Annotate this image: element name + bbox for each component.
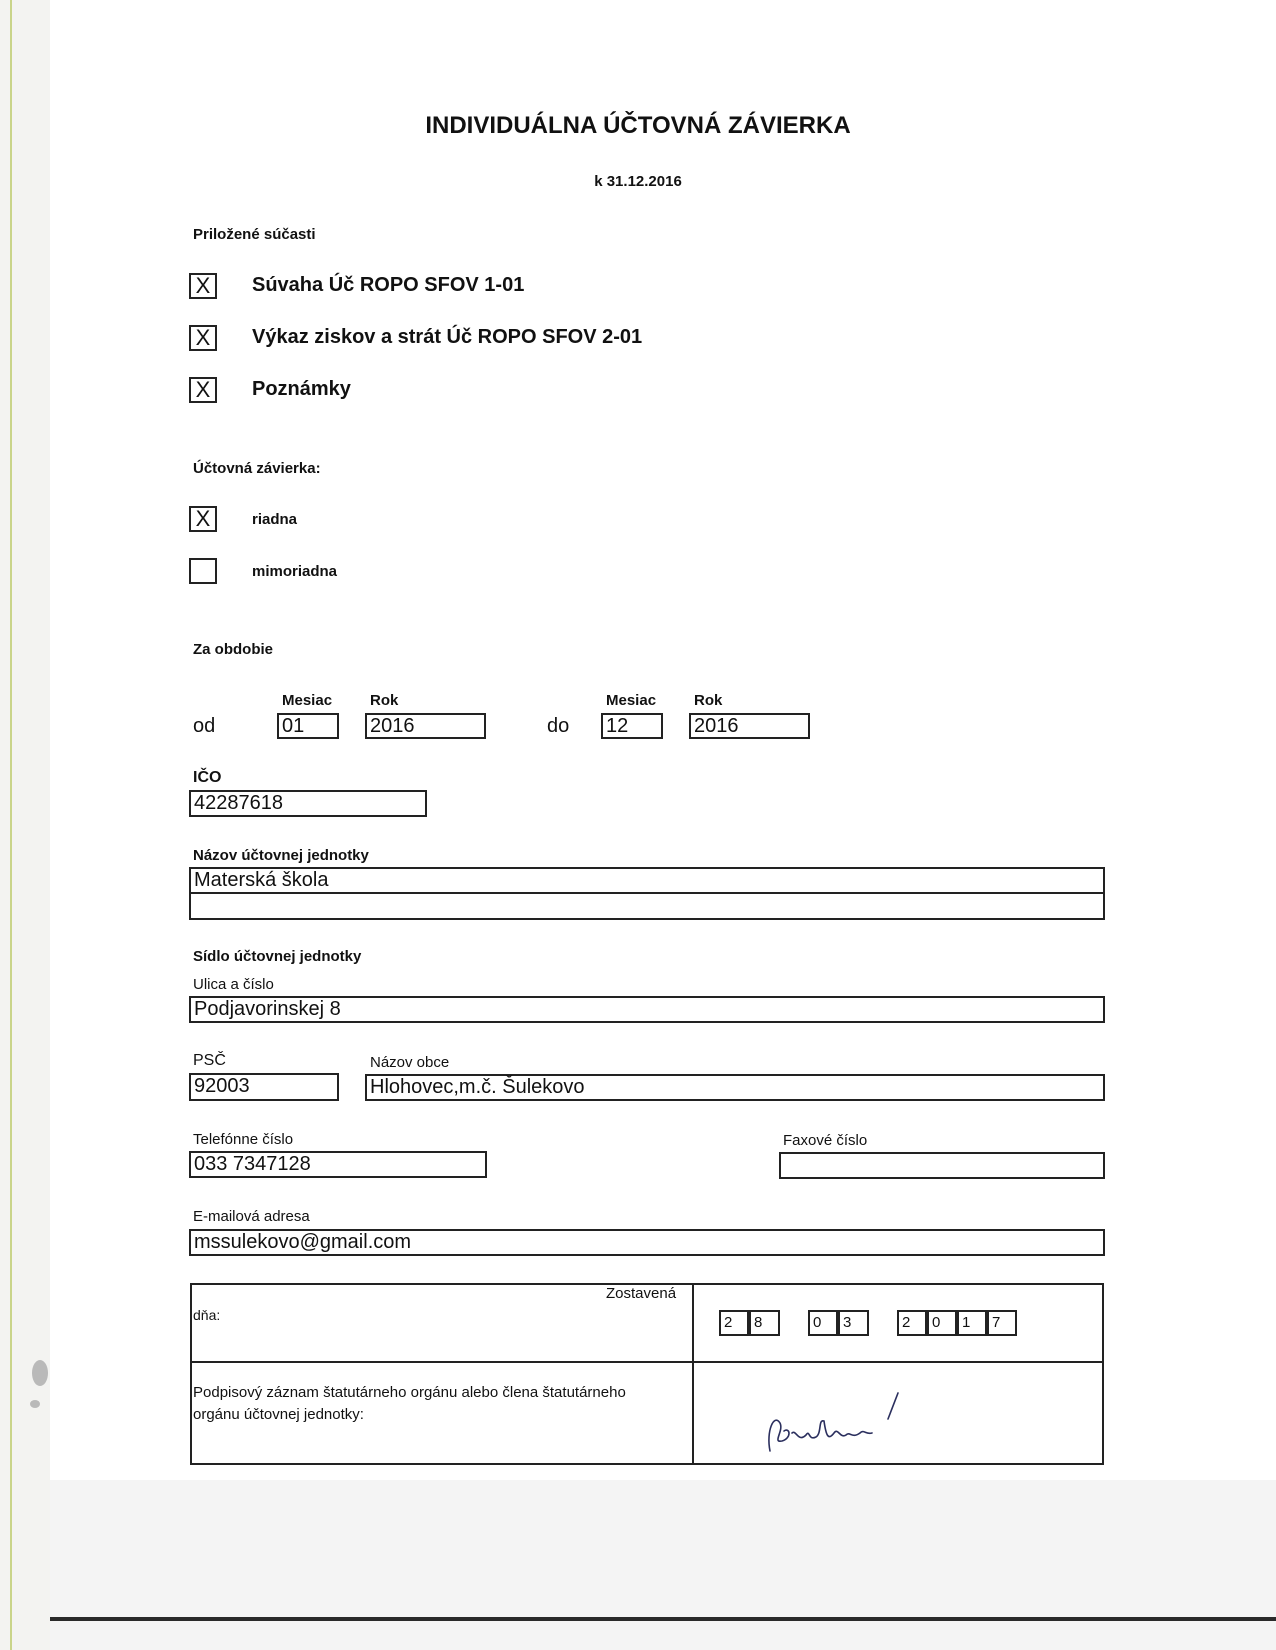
table-divider-horizontal (192, 1361, 1102, 1363)
city-field[interactable]: Hlohovec,m.č. Šulekovo (365, 1074, 1105, 1101)
zip-label: PSČ (193, 1052, 226, 1069)
from-month-label: Mesiac (282, 692, 333, 709)
date-digit[interactable]: 0 (808, 1310, 838, 1336)
closing-label-riadna: riadna (252, 511, 298, 528)
table-divider-vertical (692, 1285, 694, 1463)
date-digit[interactable]: 7 (987, 1310, 1017, 1336)
date-digit[interactable]: 0 (927, 1310, 957, 1336)
fax-field[interactable] (779, 1152, 1105, 1179)
zip-field[interactable]: 92003 (189, 1073, 339, 1101)
period-to-label: do (547, 715, 570, 737)
unit-name-field-line2[interactable] (189, 892, 1105, 920)
document-date: k 31.12.2016 (594, 173, 682, 190)
scan-bottom-shade (50, 1480, 1276, 1650)
unit-name-field-line1[interactable]: Materská škola (189, 867, 1105, 894)
to-month-label: Mesiac (606, 692, 657, 709)
compiled-label: Zostavená (606, 1285, 677, 1302)
email-label: E-mailová adresa (193, 1208, 310, 1225)
email-field[interactable]: mssulekovo@gmail.com (189, 1229, 1105, 1256)
date-digit[interactable]: 2 (719, 1310, 749, 1336)
street-label: Ulica a číslo (193, 976, 274, 993)
to-month-field[interactable]: 12 (601, 713, 663, 739)
compiled-day-label: dňa: (193, 1307, 221, 1323)
closing-label-mimoriadna: mimoriadna (252, 563, 338, 580)
scan-stain (30, 1400, 40, 1408)
phone-field[interactable]: 033 7347128 (189, 1151, 487, 1178)
scan-left-edge (0, 0, 50, 1650)
phone-label: Telefónne číslo (193, 1131, 294, 1148)
attachments-heading: Priložené súčasti (193, 226, 316, 243)
bottom-rule (50, 1617, 1276, 1621)
scan-stain (32, 1360, 48, 1386)
ico-label: IČO (193, 769, 222, 786)
document-title: INDIVIDUÁLNA ÚČTOVNÁ ZÁVIERKA (425, 112, 851, 139)
closing-checkbox-riadna[interactable]: X (189, 506, 217, 532)
period-from-label: od (193, 715, 216, 737)
signature-label: Podpisový záznam štatutárneho orgánu alebo člena štatutárneho orgánu účtovnej jednotky: (193, 1384, 626, 1423)
date-digit[interactable]: 1 (957, 1310, 987, 1336)
to-year-label: Rok (694, 692, 723, 709)
attachment-label-vykaz: Výkaz ziskov a strát Úč ROPO SFOV 2-01 (252, 326, 643, 348)
date-digit[interactable]: 8 (749, 1310, 780, 1336)
city-label: Názov obce (370, 1054, 450, 1071)
from-year-label: Rok (370, 692, 399, 709)
attachment-checkbox-poznamky[interactable]: X (189, 377, 217, 403)
attachment-label-poznamky: Poznámky (252, 378, 351, 400)
fax-label: Faxové číslo (783, 1132, 868, 1149)
closing-checkbox-mimoriadna[interactable] (189, 558, 217, 584)
date-digit[interactable]: 3 (838, 1310, 869, 1336)
scan-edge-line (10, 0, 12, 1650)
from-year-field[interactable]: 2016 (365, 713, 486, 739)
to-year-field[interactable]: 2016 (689, 713, 810, 739)
date-digit[interactable]: 2 (897, 1310, 927, 1336)
unit-name-label: Názov účtovnej jednotky (193, 847, 369, 864)
period-heading: Za obdobie (193, 641, 273, 658)
attachment-checkbox-suvaha[interactable]: X (189, 273, 217, 299)
street-field[interactable]: Podjavorinskej 8 (189, 996, 1105, 1023)
attachment-label-suvaha: Súvaha Úč ROPO SFOV 1-01 (252, 274, 525, 296)
from-month-field[interactable]: 01 (277, 713, 339, 739)
ico-field[interactable]: 42287618 (189, 790, 427, 817)
closing-type-heading: Účtovná závierka: (193, 460, 321, 477)
attachment-checkbox-vykaz[interactable]: X (189, 325, 217, 351)
handwritten-signature (760, 1383, 910, 1463)
address-heading: Sídlo účtovnej jednotky (193, 948, 362, 965)
